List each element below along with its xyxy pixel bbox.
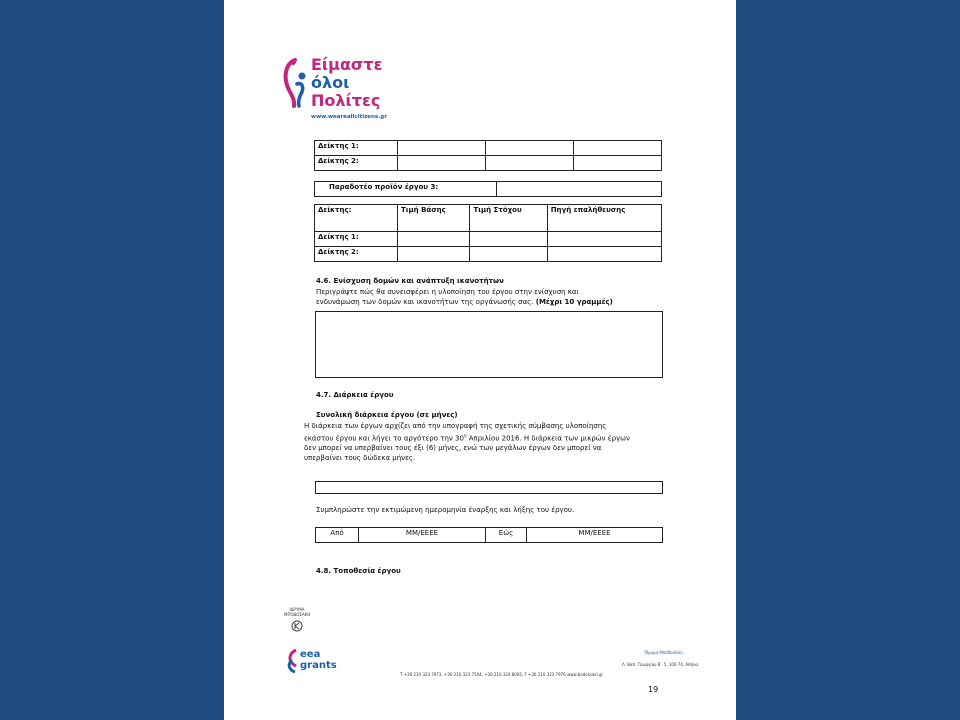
document-page xyxy=(224,0,736,720)
table-cell[interactable] xyxy=(398,141,486,156)
table-cell[interactable] xyxy=(470,232,547,247)
section-4-6-text-2a: ενδυνάμωση των δομών και ικανοτήτων της οργάνωσής σας. xyxy=(316,298,534,306)
from-label: Από xyxy=(316,528,359,543)
section-4-7-subheading: Συνολική διάρκεια έργου (σε μήνες) xyxy=(316,411,458,419)
to-label: Εώς xyxy=(486,528,527,543)
foundation-emblem-icon xyxy=(291,620,303,632)
paragraph-segment: Απριλίου 2016. Η διάρκεια των μικρών έργων xyxy=(466,434,630,443)
duration-input[interactable] xyxy=(315,481,663,494)
table-cell[interactable] xyxy=(398,156,486,171)
header-verification-source: Πηγή επαλήθευσης xyxy=(547,205,661,232)
from-date-field[interactable]: ΜΜ/ΕΕΕΕ xyxy=(359,528,486,543)
table-row xyxy=(315,156,662,171)
table-cell[interactable] xyxy=(470,247,547,262)
indicator-2-label: Δείκτης 2: xyxy=(315,156,398,171)
logo-url: www.weareallcitizens.gr xyxy=(311,114,387,120)
section-4-7-heading: 4.7. Διάρκεια έργου xyxy=(316,391,394,399)
indicator-2-label: Δείκτης 2: xyxy=(315,247,398,262)
indicators-table xyxy=(314,204,662,262)
table-row xyxy=(315,232,662,247)
eea-text: eea xyxy=(300,649,321,660)
bodossaki-foundation-logo xyxy=(284,607,310,636)
header-indicator: Δείκτης: xyxy=(315,205,398,232)
dates-prompt: Συμπληρώστε την εκτιμώμενη ημερομηνία έναρξης και λήξης του έργου. xyxy=(316,506,575,514)
logo-line-1: Είμαστε xyxy=(311,55,383,74)
footer-address: Λ. Βασ. Γεωργίου Β΄ 5, 106 74, Αθήνα xyxy=(622,662,699,667)
paragraph-line: υπερβαίνει τους δώδεκα μήνες. xyxy=(304,454,416,463)
grants-text: grants xyxy=(300,660,337,671)
table-header-row xyxy=(315,205,662,232)
section-4-6-limit: (Μέχρι 10 γραμμές) xyxy=(535,298,613,306)
table-cell[interactable] xyxy=(486,141,574,156)
logo-line-2: όλοι xyxy=(311,73,350,92)
section-4-7-paragraph xyxy=(304,421,660,463)
indicators-table-top xyxy=(314,140,662,171)
table-row xyxy=(315,247,662,262)
eea-grants-logo xyxy=(286,648,346,680)
logo xyxy=(281,50,421,125)
paragraph-segment: εκάστου έργου και λήγει το αργότερο την 30 xyxy=(304,434,464,443)
section-4-6-text-1: Περιγράψτε πώς θα συνεισφέρει η υλοποίηση του έργου στην ενίσχυση και xyxy=(316,288,579,296)
footer-contacts: T +30 210 323 7973, +30 210 323 7504, +30 210 324 8005, F +30 210 323 7976 www.bodossaki.gr xyxy=(400,672,604,677)
deliverable-3-label: Παραδοτέο προϊόν έργου 3: xyxy=(315,182,497,197)
section-4-6-text-2 xyxy=(316,297,613,307)
footer-org-name: Ίδρυμα Μποδοσάκη xyxy=(644,650,683,655)
to-date-field[interactable]: ΜΜ/ΕΕΕΕ xyxy=(527,528,663,543)
paragraph-line xyxy=(304,431,660,443)
logo-text xyxy=(311,56,383,110)
paragraph-line: Η διάρκεια των έργων αρχίζει από την υπογραφή της σχετικής σύμβασης υλοποίησης xyxy=(304,422,607,430)
indicator-1-label: Δείκτης 1: xyxy=(315,141,398,156)
header-base-value: Τιμή Βάσης xyxy=(398,205,470,232)
table-cell[interactable] xyxy=(486,156,574,171)
table-cell[interactable] xyxy=(547,247,661,262)
section-4-6-heading: 4.6. Ενίσχυση δομών και ανάπτυξη ικανοτήτων xyxy=(316,277,504,285)
table-cell[interactable] xyxy=(398,247,470,262)
table-cell[interactable] xyxy=(398,232,470,247)
table-cell[interactable] xyxy=(574,156,662,171)
section-4-6-text-area[interactable] xyxy=(315,311,663,378)
indicator-1-label: Δείκτης 1: xyxy=(315,232,398,247)
dates-table xyxy=(315,527,663,543)
superscript: η xyxy=(463,433,467,438)
logo-line-3: Πολίτες xyxy=(311,91,381,110)
foundation-name-2: ΜΠΟΔΟΣΑΚΗ xyxy=(284,612,311,617)
table-row xyxy=(316,528,663,543)
table-cell[interactable] xyxy=(547,232,661,247)
table-cell[interactable] xyxy=(574,141,662,156)
people-logo-icon xyxy=(281,56,309,108)
deliverable-3-table xyxy=(314,181,662,197)
paragraph-line: δεν μπορεί να υπερβαίνει τους έξι (6) μήνες, ενώ των μεγάλων έργων δεν μπορεί να xyxy=(304,444,602,453)
page-number: 19 xyxy=(648,685,659,694)
header-target-value: Τιμή Στόχου xyxy=(470,205,547,232)
table-row xyxy=(315,182,662,197)
deliverable-3-input[interactable] xyxy=(497,182,662,197)
eea-grants-mark-icon xyxy=(286,648,300,674)
table-row xyxy=(315,141,662,156)
section-4-8-heading: 4.8. Τοποθεσία έργου xyxy=(316,567,401,575)
foundation-name-1: ΙΔΡΥΜΑ xyxy=(289,607,305,612)
